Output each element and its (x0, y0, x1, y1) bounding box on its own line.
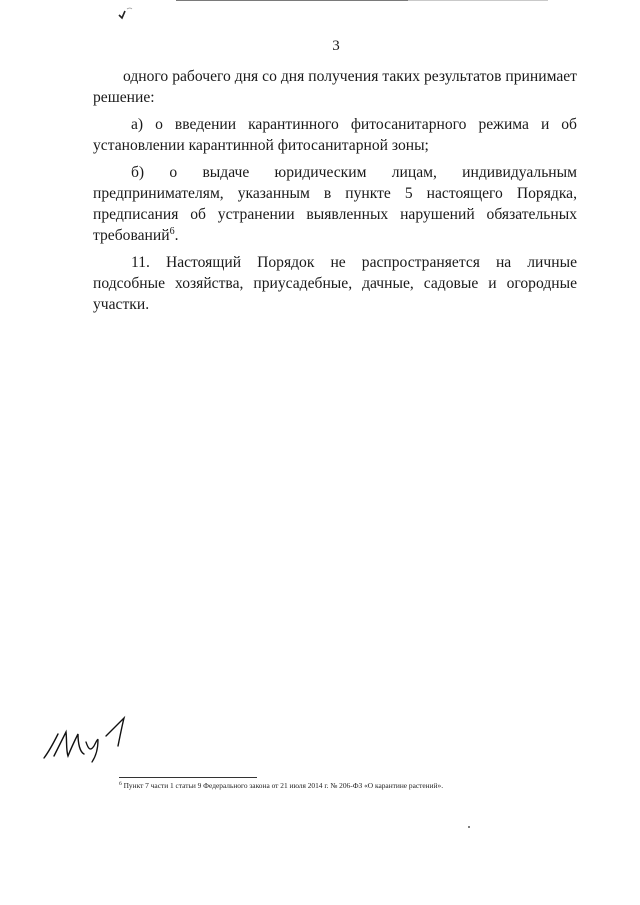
footnote (119, 781, 579, 791)
paragraph-item-b (93, 162, 577, 246)
footnote-text: Пункт 7 части 1 статьи 9 Федерального закона от 21 июля 2014 г. № 206-ФЗ «О карантине растений». (121, 781, 444, 790)
page-number: 3 (332, 38, 340, 54)
pen-mark-icon (117, 6, 141, 20)
top-edge-line (176, 0, 408, 1)
footnote-marker: 6 (119, 781, 122, 787)
item-b-end-punctuation: . (174, 227, 179, 244)
handwritten-signature (40, 712, 140, 772)
document-body (93, 66, 577, 315)
stray-dot (468, 826, 470, 828)
item-b-line-2: предпринимателям, указанным в пункте 5 настоящего Порядка, (93, 185, 577, 202)
item-b-line-3: предписания об устранении выявленных нарушений обязательных (93, 206, 577, 223)
footnote-separator (119, 777, 257, 778)
paragraph-11: 11. Настоящий Порядок не распространяется на личные подсобные хозяйства, приусадебные, дачные, садовые и огородные участки. (93, 254, 577, 313)
item-b-line-4-text: требований (93, 227, 170, 244)
item-b-line-1: б) о выдаче юридическим лицам, индивидуальным (131, 164, 577, 181)
paragraph-decision: одного рабочего дня со дня получения таких результатов принимает решение: (93, 68, 577, 106)
item-b-line-4 (93, 225, 577, 246)
paragraph-item-a: а) о введении карантинного фитосанитарного режима и об установлении карантинной фитосанитарной зоны; (93, 116, 577, 154)
top-edge-line-faint (408, 0, 548, 1)
footnote-reference: 6 (169, 226, 175, 237)
